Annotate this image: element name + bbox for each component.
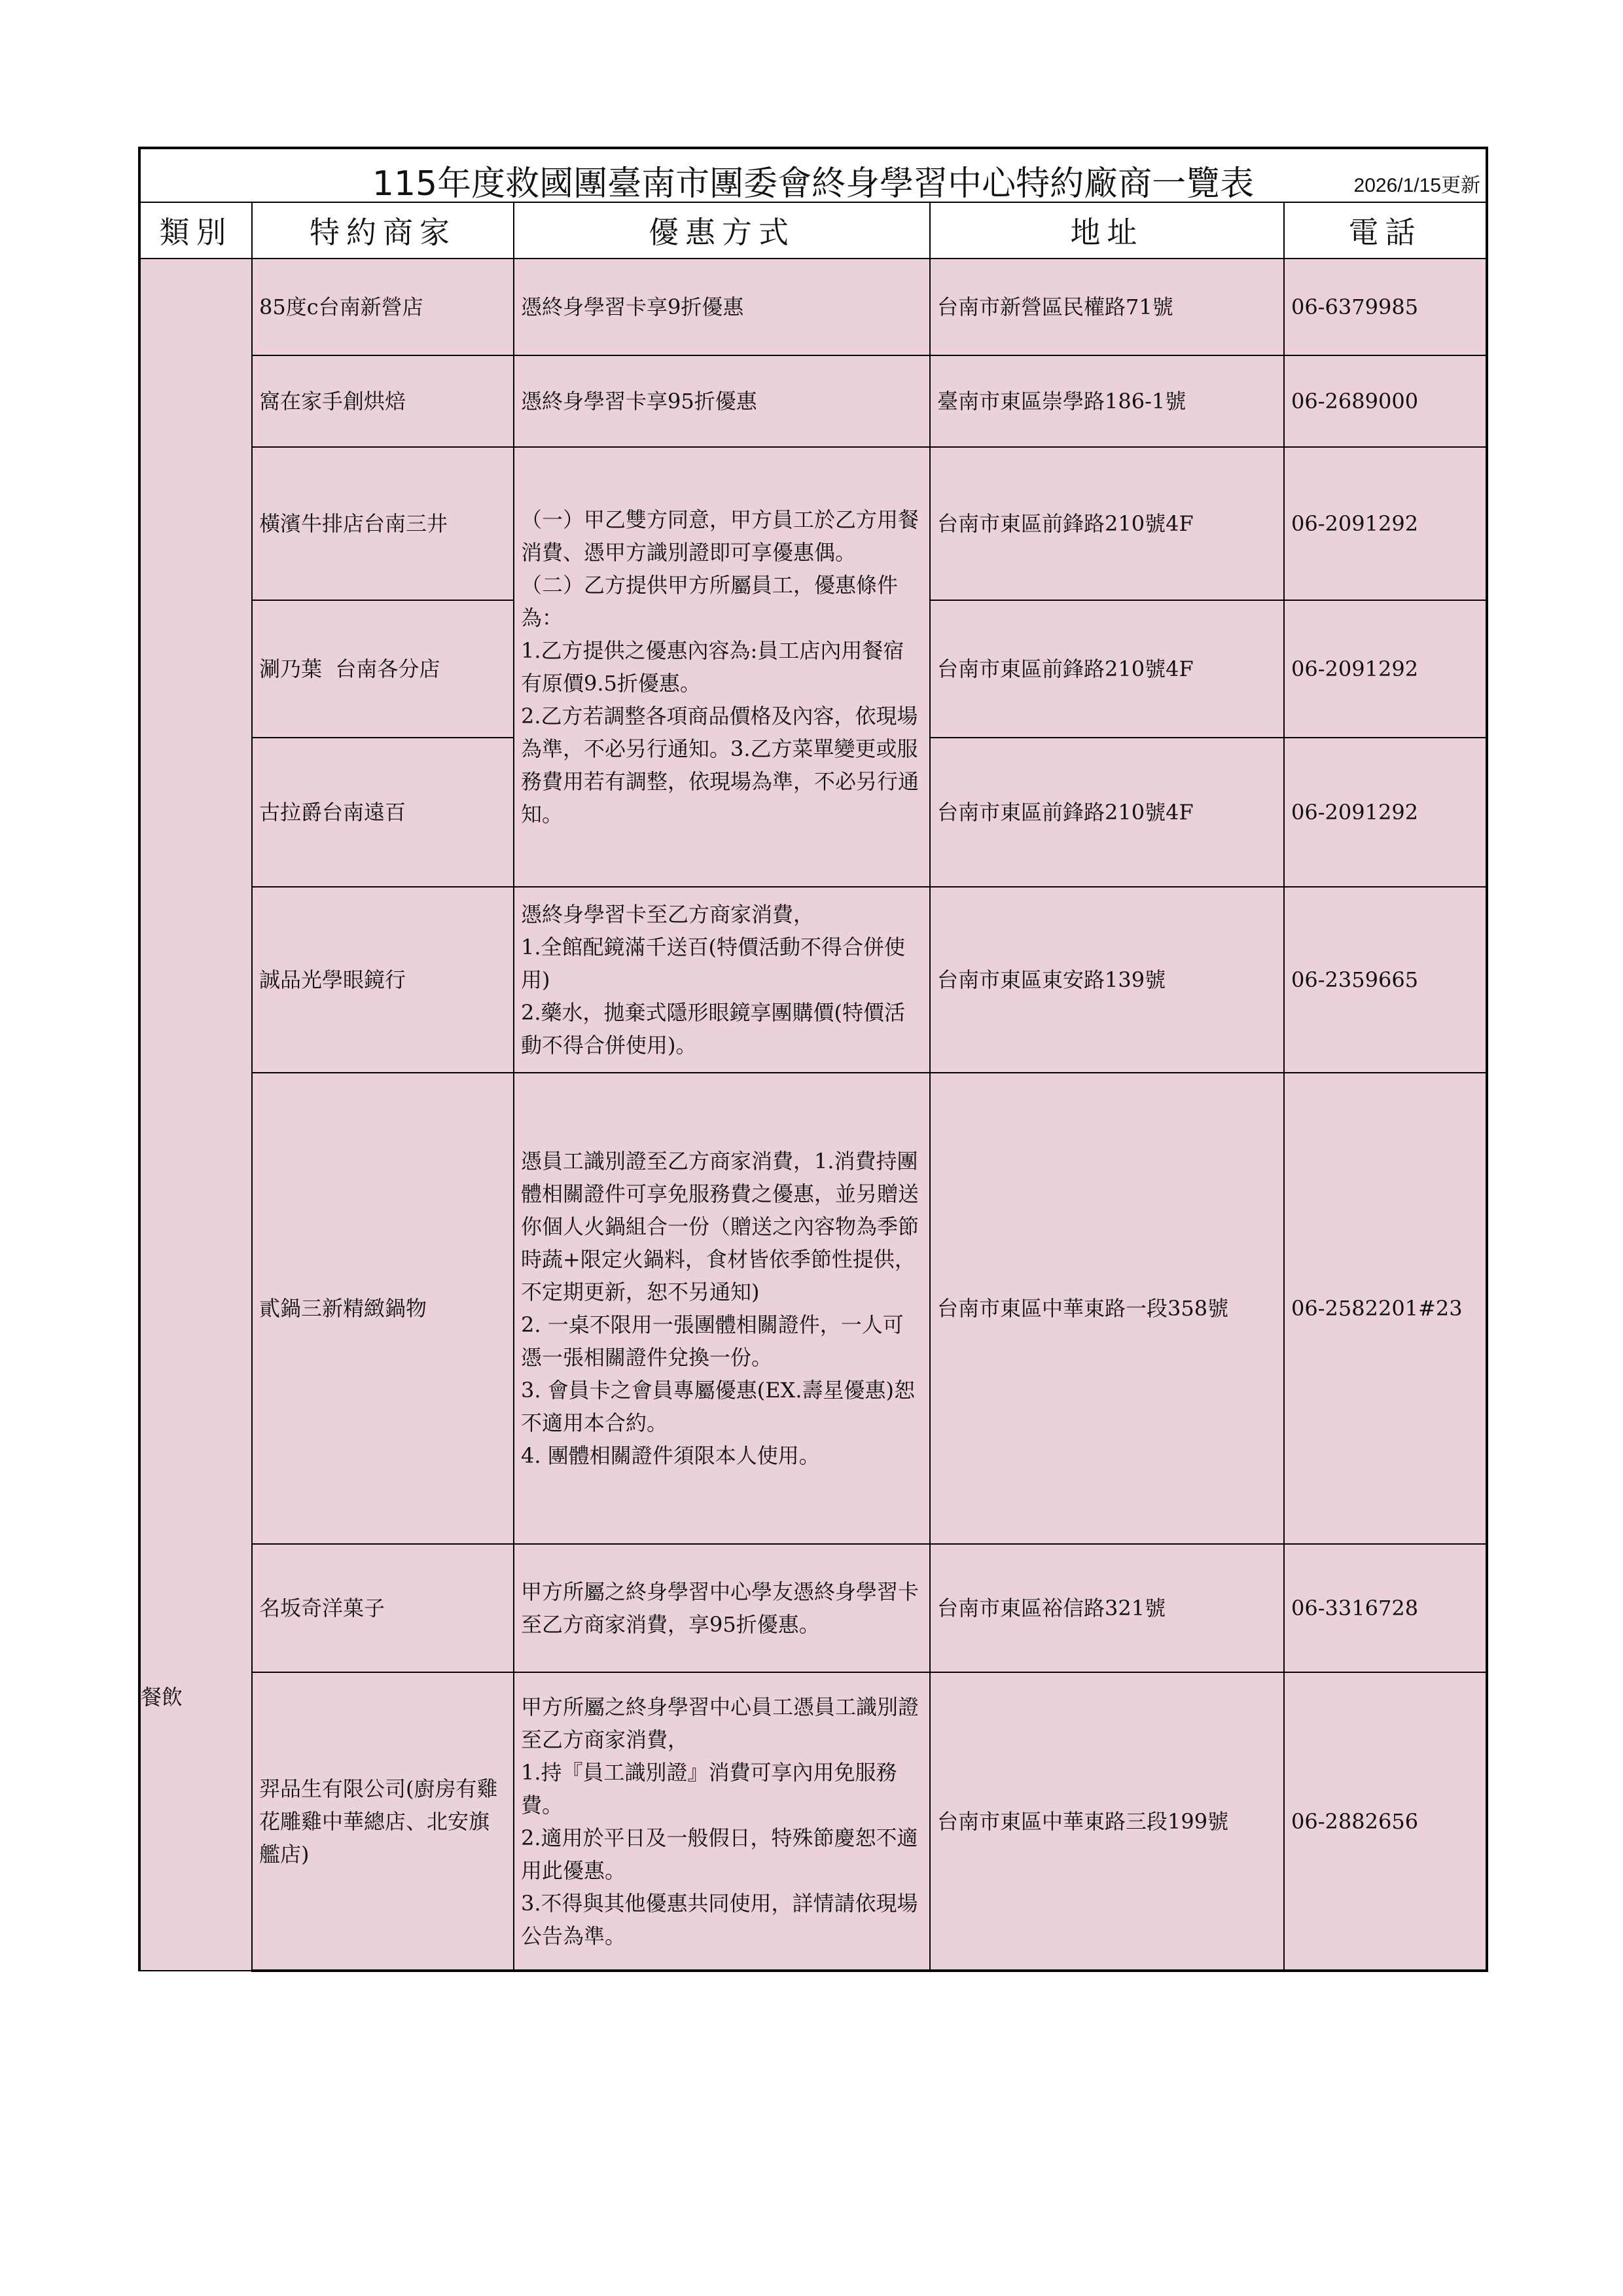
address-text: 台南市東區東安路139號 xyxy=(937,967,1166,992)
discount-text: （一）甲乙雙方同意，甲方員工於乙方用餐消費、憑甲方識別證即可享優惠偶。 （二）乙方提供甲方所屬員工，優惠條件為： 1.乙方提供之優惠內容為:員工店內用餐宿有原價9.5折優惠。 2.乙方若調整各項商品價格及內容，依現場為準，不必另行通知。3.乙方菜單變更或服務費用若有調整，依現場為準，不必另行通知。 xyxy=(521,507,919,827)
vendor-table xyxy=(138,147,1488,1972)
address-text: 臺南市東區崇學路186-1號 xyxy=(937,389,1186,414)
update-suffix: 更新 xyxy=(1441,175,1481,196)
address-text: 台南市東區前鋒路210號4F xyxy=(937,656,1194,681)
table-row xyxy=(139,355,1487,447)
update-date: 2026/1/15 xyxy=(1353,175,1442,196)
merchant-name: 85度c台南新營店 xyxy=(259,295,423,319)
header-discount: 優惠方式 xyxy=(514,202,930,259)
merchant-name: 橫濱牛排店台南三井 xyxy=(259,511,448,536)
table-row xyxy=(139,259,1487,355)
discount-text: 憑終身學習卡至乙方商家消費， 1.全館配鏡滿千送百(特價活動不得合併使用) 2.藥水，拋棄式隱形眼鏡享團購價(特價活動不得合併使用)。 xyxy=(521,902,906,1058)
table-row xyxy=(139,1073,1487,1544)
phone-text: 06-6379985 xyxy=(1291,295,1419,319)
merchant-name: 涮乃葉 台南各分店 xyxy=(259,656,440,681)
address-text: 台南市東區前鋒路210號4F xyxy=(937,800,1194,825)
table-row xyxy=(139,447,1487,600)
merchant-name: 古拉爵台南遠百 xyxy=(259,800,406,825)
phone-text: 06-2359665 xyxy=(1291,967,1419,992)
address-text: 台南市東區裕信路321號 xyxy=(937,1596,1166,1621)
merchant-name: 名坂奇洋菓子 xyxy=(259,1596,385,1621)
title-cell xyxy=(139,148,1487,202)
phone-text: 06-3316728 xyxy=(1291,1596,1419,1621)
discount-text: 甲方所屬之終身學習中心學友憑終身學習卡至乙方商家消費，享95折優惠。 xyxy=(521,1579,919,1637)
address-text: 台南市東區前鋒路210號4F xyxy=(937,511,1194,536)
merchant-name: 羿品生有限公司(廚房有雞花雕雞中華總店、北安旗艦店) xyxy=(259,1776,498,1867)
merchant-name: 貳鍋三新精緻鍋物 xyxy=(259,1296,427,1321)
phone-text: 06-2091292 xyxy=(1291,511,1419,536)
merchant-name: 窩在家手創烘焙 xyxy=(259,389,406,414)
table-row xyxy=(139,887,1487,1073)
table-row xyxy=(139,1672,1487,1971)
category-cell xyxy=(139,259,252,1971)
page-title: 115年度救國團臺南市團委會終身學習中心特約廠商一覽表 xyxy=(372,164,1255,204)
discount-text: 憑員工識別證至乙方商家消費，1.消費持團體相關證件可享免服務費之優惠，並另贈送你個人火鍋組合一份（贈送之內容物為季節時蔬+限定火鍋料，食材皆依季節性提供，不定期更新，恕不另通知) 2. 一桌不限用一張團體相關證件，一人可憑一張相關證件兌換一份。 3. 會員卡之會員專屬優惠(EX.壽星優惠)恕不適用本合約。 4. 團體相關證件須限本人使用。 xyxy=(521,1149,919,1468)
header-phone: 電話 xyxy=(1284,202,1487,259)
update-note xyxy=(1354,169,1480,198)
phone-text: 06-2582201#23 xyxy=(1291,1296,1463,1321)
phone-text: 06-2882656 xyxy=(1291,1808,1419,1834)
discount-text: 憑終身學習卡享95折優惠 xyxy=(521,389,757,414)
address-text: 台南市新營區民權路71號 xyxy=(937,295,1173,319)
header-merchant: 特約商家 xyxy=(252,202,514,259)
discount-text: 甲方所屬之終身學習中心員工憑員工識別證至乙方商家消費， 1.持『員工識別證』消費可享內用免服務費。 2.適用於平日及一般假日，特殊節慶恕不適用此優惠。 3.不得與其他優惠共同使用，詳情請依現場公告為準。 xyxy=(521,1694,919,1948)
phone-text: 06-2091292 xyxy=(1291,656,1419,681)
phone-text: 06-2091292 xyxy=(1291,800,1419,825)
address-text: 台南市東區中華東路一段358號 xyxy=(937,1296,1229,1321)
header-address: 地址 xyxy=(930,202,1284,259)
table-row xyxy=(139,1544,1487,1672)
discount-text: 憑終身學習卡享9折優惠 xyxy=(521,295,744,319)
header-category: 類別 xyxy=(139,202,252,259)
phone-text: 06-2689000 xyxy=(1291,389,1419,414)
category-label: 餐飲 xyxy=(141,1685,183,1710)
address-text: 台南市東區中華東路三段199號 xyxy=(937,1808,1229,1834)
merchant-name: 誠品光學眼鏡行 xyxy=(259,967,406,992)
